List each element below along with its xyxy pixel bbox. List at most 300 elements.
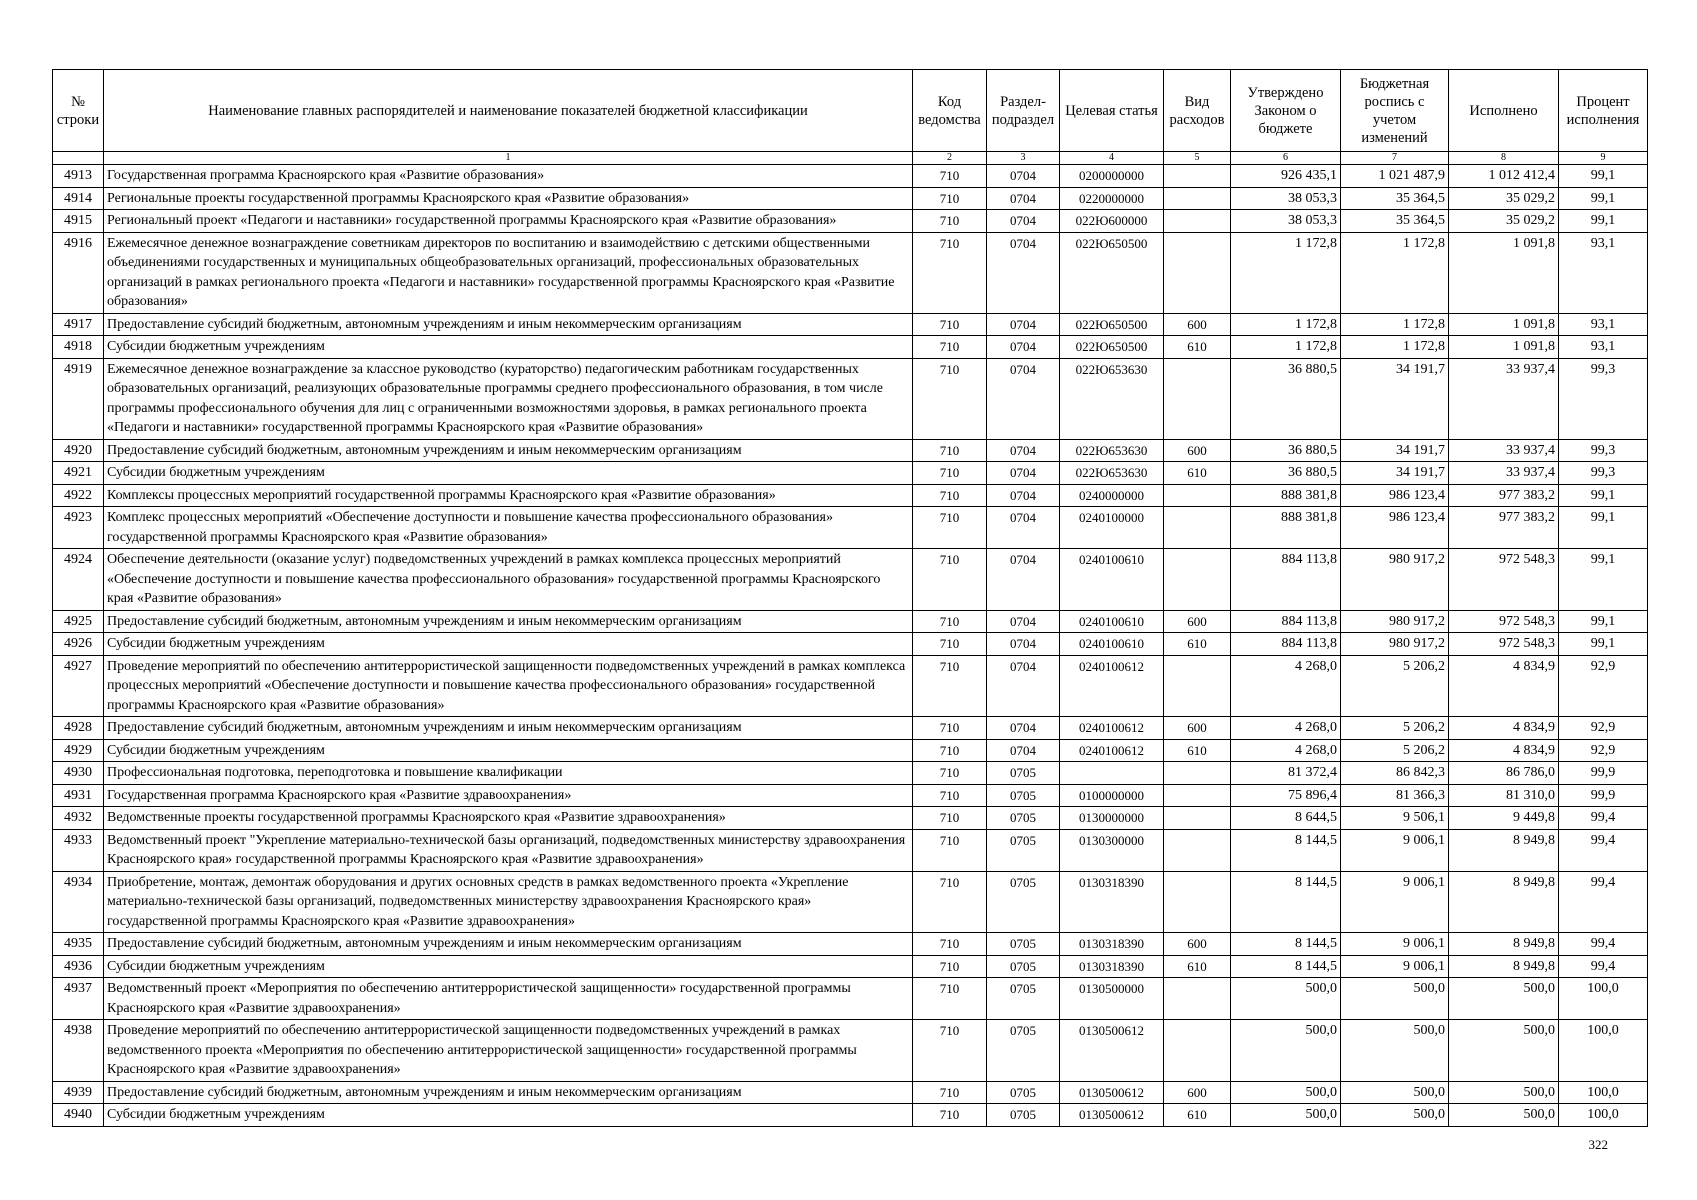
row-number: 4918 bbox=[53, 336, 104, 359]
row-section: 0704 bbox=[987, 358, 1060, 439]
row-executed: 4 834,9 bbox=[1449, 655, 1559, 717]
row-approved: 926 435,1 bbox=[1231, 165, 1341, 188]
row-target: 0130000000 bbox=[1060, 807, 1164, 830]
row-section: 0705 bbox=[987, 762, 1060, 785]
table-row bbox=[53, 610, 1648, 633]
row-approved: 884 113,8 bbox=[1231, 610, 1341, 633]
row-percent: 99,3 bbox=[1559, 439, 1648, 462]
row-expense-type bbox=[1164, 232, 1231, 313]
row-number: 4920 bbox=[53, 439, 104, 462]
row-expense-type bbox=[1164, 978, 1231, 1020]
table-row bbox=[53, 462, 1648, 485]
row-dept-code: 710 bbox=[913, 717, 987, 740]
row-section: 0704 bbox=[987, 462, 1060, 485]
row-target: 0130500612 bbox=[1060, 1104, 1164, 1127]
row-number: 4939 bbox=[53, 1081, 104, 1104]
row-percent: 92,9 bbox=[1559, 717, 1648, 740]
row-target: 0240100000 bbox=[1060, 507, 1164, 549]
row-dept-code: 710 bbox=[913, 807, 987, 830]
row-name: Предоставление субсидий бюджетным, автономным учреждениям и иным некоммерческим организациям bbox=[104, 313, 913, 336]
table-row bbox=[53, 955, 1648, 978]
row-percent: 99,1 bbox=[1559, 507, 1648, 549]
column-number: 5 bbox=[1164, 152, 1231, 165]
row-dept-code: 710 bbox=[913, 462, 987, 485]
row-budget-list: 986 123,4 bbox=[1341, 507, 1449, 549]
row-approved: 1 172,8 bbox=[1231, 232, 1341, 313]
column-number: 1 bbox=[104, 152, 913, 165]
row-name: Региональные проекты государственной программы Красноярского края «Развитие образования» bbox=[104, 187, 913, 210]
header-budget-list: Бюджетная роспись с учетом изменений bbox=[1341, 70, 1449, 152]
row-executed: 977 383,2 bbox=[1449, 484, 1559, 507]
row-budget-list: 500,0 bbox=[1341, 1104, 1449, 1127]
row-approved: 81 372,4 bbox=[1231, 762, 1341, 785]
row-name: Ведомственный проект «Мероприятия по обеспечению антитеррористической защищенности» государственной программы Красноярского края «Развитие здравоохранения» bbox=[104, 978, 913, 1020]
row-section: 0705 bbox=[987, 1081, 1060, 1104]
row-name: Проведение мероприятий по обеспечению антитеррористической защищенности подведомственных учреждений в рамках комплекса процессных мероприятий «Обеспечение доступности и повышение качества профессионального образования» государственной программы Красноярского края «Развитие образования» bbox=[104, 655, 913, 717]
row-target: 022Ю650500 bbox=[1060, 336, 1164, 359]
row-executed: 1 091,8 bbox=[1449, 336, 1559, 359]
row-name: Предоставление субсидий бюджетным, автономным учреждениям и иным некоммерческим организациям bbox=[104, 1081, 913, 1104]
row-dept-code: 710 bbox=[913, 829, 987, 871]
row-executed: 500,0 bbox=[1449, 1081, 1559, 1104]
row-approved: 38 053,3 bbox=[1231, 210, 1341, 233]
row-section: 0705 bbox=[987, 784, 1060, 807]
column-number: 6 bbox=[1231, 152, 1341, 165]
row-budget-list: 1 021 487,9 bbox=[1341, 165, 1449, 188]
table-row bbox=[53, 762, 1648, 785]
row-name: Ведомственные проекты государственной программы Красноярского края «Развитие здравоохранения» bbox=[104, 807, 913, 830]
row-name: Обеспечение деятельности (оказание услуг) подведомственных учреждений в рамках комплекса процессных мероприятий «Обеспечение доступности и повышение качества профессионального образования» государственной программы Красноярского края «Развитие образования» bbox=[104, 549, 913, 611]
table-row bbox=[53, 313, 1648, 336]
row-percent: 99,1 bbox=[1559, 210, 1648, 233]
row-target: 0130500612 bbox=[1060, 1081, 1164, 1104]
row-budget-list: 500,0 bbox=[1341, 978, 1449, 1020]
row-executed: 8 949,8 bbox=[1449, 933, 1559, 956]
row-target: 0200000000 bbox=[1060, 165, 1164, 188]
row-percent: 99,1 bbox=[1559, 187, 1648, 210]
row-section: 0704 bbox=[987, 187, 1060, 210]
row-budget-list: 5 206,2 bbox=[1341, 739, 1449, 762]
row-target: 022Ю653630 bbox=[1060, 462, 1164, 485]
page-number: 322 bbox=[1588, 1137, 1608, 1152]
table-row bbox=[53, 439, 1648, 462]
row-budget-list: 980 917,2 bbox=[1341, 549, 1449, 611]
row-section: 0704 bbox=[987, 484, 1060, 507]
row-target: 0240100610 bbox=[1060, 610, 1164, 633]
row-name: Предоставление субсидий бюджетным, автономным учреждениям и иным некоммерческим организациям bbox=[104, 933, 913, 956]
table-row bbox=[53, 633, 1648, 656]
row-section: 0705 bbox=[987, 978, 1060, 1020]
row-dept-code: 710 bbox=[913, 955, 987, 978]
row-percent: 99,4 bbox=[1559, 807, 1648, 830]
row-section: 0704 bbox=[987, 633, 1060, 656]
row-target: 0240100612 bbox=[1060, 739, 1164, 762]
table-row bbox=[53, 739, 1648, 762]
row-budget-list: 5 206,2 bbox=[1341, 717, 1449, 740]
row-approved: 8 144,5 bbox=[1231, 829, 1341, 871]
row-approved: 8 644,5 bbox=[1231, 807, 1341, 830]
row-executed: 972 548,3 bbox=[1449, 633, 1559, 656]
row-section: 0704 bbox=[987, 507, 1060, 549]
row-expense-type bbox=[1164, 829, 1231, 871]
row-dept-code: 710 bbox=[913, 439, 987, 462]
row-percent: 99,4 bbox=[1559, 955, 1648, 978]
row-percent: 92,9 bbox=[1559, 739, 1648, 762]
row-number: 4916 bbox=[53, 232, 104, 313]
row-number: 4929 bbox=[53, 739, 104, 762]
row-budget-list: 500,0 bbox=[1341, 1081, 1449, 1104]
column-number: 7 bbox=[1341, 152, 1449, 165]
row-target: 0240100610 bbox=[1060, 549, 1164, 611]
column-number: 4 bbox=[1060, 152, 1164, 165]
table-row bbox=[53, 655, 1648, 717]
row-expense-type: 600 bbox=[1164, 1081, 1231, 1104]
row-executed: 4 834,9 bbox=[1449, 717, 1559, 740]
row-name: Государственная программа Красноярского края «Развитие здравоохранения» bbox=[104, 784, 913, 807]
row-name: Региональный проект «Педагоги и наставники» государственной программы Красноярского края «Развитие образования» bbox=[104, 210, 913, 233]
row-dept-code: 710 bbox=[913, 187, 987, 210]
row-expense-type: 600 bbox=[1164, 717, 1231, 740]
row-expense-type: 600 bbox=[1164, 313, 1231, 336]
row-percent: 92,9 bbox=[1559, 655, 1648, 717]
row-percent: 99,1 bbox=[1559, 484, 1648, 507]
row-budget-list: 34 191,7 bbox=[1341, 462, 1449, 485]
row-name: Субсидии бюджетным учреждениям bbox=[104, 955, 913, 978]
row-number: 4928 bbox=[53, 717, 104, 740]
row-number: 4924 bbox=[53, 549, 104, 611]
row-expense-type: 600 bbox=[1164, 610, 1231, 633]
header-expense-type: Вид расходов bbox=[1164, 70, 1231, 152]
row-section: 0704 bbox=[987, 232, 1060, 313]
row-percent: 99,9 bbox=[1559, 762, 1648, 785]
row-percent: 93,1 bbox=[1559, 313, 1648, 336]
row-expense-type bbox=[1164, 871, 1231, 933]
row-executed: 1 091,8 bbox=[1449, 232, 1559, 313]
row-executed: 81 310,0 bbox=[1449, 784, 1559, 807]
row-budget-list: 86 842,3 bbox=[1341, 762, 1449, 785]
row-approved: 4 268,0 bbox=[1231, 739, 1341, 762]
column-number bbox=[53, 152, 104, 165]
row-approved: 888 381,8 bbox=[1231, 507, 1341, 549]
row-name: Субсидии бюджетным учреждениям bbox=[104, 739, 913, 762]
row-executed: 8 949,8 bbox=[1449, 829, 1559, 871]
row-number: 4932 bbox=[53, 807, 104, 830]
row-approved: 36 880,5 bbox=[1231, 358, 1341, 439]
row-expense-type: 610 bbox=[1164, 739, 1231, 762]
row-executed: 977 383,2 bbox=[1449, 507, 1559, 549]
row-section: 0704 bbox=[987, 439, 1060, 462]
row-budget-list: 35 364,5 bbox=[1341, 187, 1449, 210]
row-dept-code: 710 bbox=[913, 871, 987, 933]
row-expense-type bbox=[1164, 358, 1231, 439]
row-percent: 99,1 bbox=[1559, 165, 1648, 188]
row-number: 4919 bbox=[53, 358, 104, 439]
row-expense-type bbox=[1164, 655, 1231, 717]
column-number-row bbox=[53, 152, 1648, 165]
row-approved: 884 113,8 bbox=[1231, 633, 1341, 656]
row-expense-type bbox=[1164, 1020, 1231, 1082]
row-expense-type: 610 bbox=[1164, 1104, 1231, 1127]
row-percent: 99,3 bbox=[1559, 358, 1648, 439]
header-percent: Процент исполнения bbox=[1559, 70, 1648, 152]
row-approved: 4 268,0 bbox=[1231, 655, 1341, 717]
row-section: 0704 bbox=[987, 655, 1060, 717]
row-target: 0130318390 bbox=[1060, 955, 1164, 978]
row-budget-list: 34 191,7 bbox=[1341, 439, 1449, 462]
row-approved: 500,0 bbox=[1231, 1081, 1341, 1104]
row-expense-type bbox=[1164, 762, 1231, 785]
column-number: 3 bbox=[987, 152, 1060, 165]
row-target: 022Ю653630 bbox=[1060, 439, 1164, 462]
row-name: Государственная программа Красноярского края «Развитие образования» bbox=[104, 165, 913, 188]
row-budget-list: 1 172,8 bbox=[1341, 313, 1449, 336]
row-target: 0130318390 bbox=[1060, 871, 1164, 933]
table-row bbox=[53, 484, 1648, 507]
row-expense-type: 610 bbox=[1164, 955, 1231, 978]
header-dept-code: Код ведомства bbox=[913, 70, 987, 152]
row-expense-type: 610 bbox=[1164, 633, 1231, 656]
row-approved: 75 896,4 bbox=[1231, 784, 1341, 807]
row-dept-code: 710 bbox=[913, 1104, 987, 1127]
row-expense-type: 600 bbox=[1164, 439, 1231, 462]
row-budget-list: 9 006,1 bbox=[1341, 933, 1449, 956]
row-section: 0704 bbox=[987, 336, 1060, 359]
row-dept-code: 710 bbox=[913, 762, 987, 785]
row-name: Ежемесячное денежное вознаграждение за классное руководство (кураторство) педагогическим работникам государственных образовательных организаций, реализующих образовательные программы среднего профессионального образования, в том числе программы профессионального обучения для лиц с ограниченными возможностями здоровья, в рамках регионального проекта «Педагоги и наставники» государственной программы Красноярского края «Развитие образования» bbox=[104, 358, 913, 439]
row-expense-type bbox=[1164, 807, 1231, 830]
row-section: 0704 bbox=[987, 549, 1060, 611]
row-percent: 100,0 bbox=[1559, 1081, 1648, 1104]
row-percent: 99,4 bbox=[1559, 933, 1648, 956]
row-budget-list: 5 206,2 bbox=[1341, 655, 1449, 717]
row-approved: 36 880,5 bbox=[1231, 462, 1341, 485]
row-dept-code: 710 bbox=[913, 933, 987, 956]
table-row bbox=[53, 1104, 1648, 1127]
row-target: 0240100612 bbox=[1060, 717, 1164, 740]
row-dept-code: 710 bbox=[913, 358, 987, 439]
header-target: Целевая статья bbox=[1060, 70, 1164, 152]
row-percent: 93,1 bbox=[1559, 336, 1648, 359]
table-row bbox=[53, 165, 1648, 188]
row-dept-code: 710 bbox=[913, 165, 987, 188]
row-number: 4913 bbox=[53, 165, 104, 188]
row-executed: 35 029,2 bbox=[1449, 210, 1559, 233]
row-approved: 884 113,8 bbox=[1231, 549, 1341, 611]
table-row bbox=[53, 507, 1648, 549]
row-approved: 1 172,8 bbox=[1231, 336, 1341, 359]
row-percent: 99,1 bbox=[1559, 633, 1648, 656]
row-target: 0130318390 bbox=[1060, 933, 1164, 956]
row-section: 0705 bbox=[987, 1104, 1060, 1127]
row-name: Предоставление субсидий бюджетным, автономным учреждениям и иным некоммерческим организациям bbox=[104, 610, 913, 633]
row-name: Приобретение, монтаж, демонтаж оборудования и других основных средств в рамках ведомственного проекта «Укрепление материально-технической базы организаций, подведомственных министерству здравоохранения Красноярского края» государственной программы Красноярского края «Развитие здравоохранения» bbox=[104, 871, 913, 933]
row-dept-code: 710 bbox=[913, 784, 987, 807]
table-row bbox=[53, 232, 1648, 313]
row-approved: 888 381,8 bbox=[1231, 484, 1341, 507]
row-name: Субсидии бюджетным учреждениям bbox=[104, 1104, 913, 1127]
row-executed: 8 949,8 bbox=[1449, 871, 1559, 933]
row-executed: 33 937,4 bbox=[1449, 358, 1559, 439]
table-row bbox=[53, 210, 1648, 233]
row-budget-list: 9 006,1 bbox=[1341, 955, 1449, 978]
row-target: 0220000000 bbox=[1060, 187, 1164, 210]
row-executed: 972 548,3 bbox=[1449, 549, 1559, 611]
row-executed: 500,0 bbox=[1449, 978, 1559, 1020]
row-percent: 99,9 bbox=[1559, 784, 1648, 807]
row-target: 022Ю650500 bbox=[1060, 313, 1164, 336]
row-approved: 8 144,5 bbox=[1231, 871, 1341, 933]
row-percent: 100,0 bbox=[1559, 1104, 1648, 1127]
row-executed: 1 012 412,4 bbox=[1449, 165, 1559, 188]
row-target: 022Ю653630 bbox=[1060, 358, 1164, 439]
row-executed: 33 937,4 bbox=[1449, 439, 1559, 462]
row-expense-type bbox=[1164, 210, 1231, 233]
row-executed: 35 029,2 bbox=[1449, 187, 1559, 210]
row-section: 0705 bbox=[987, 807, 1060, 830]
table-row bbox=[53, 829, 1648, 871]
row-number: 4934 bbox=[53, 871, 104, 933]
row-percent: 99,1 bbox=[1559, 610, 1648, 633]
row-section: 0705 bbox=[987, 955, 1060, 978]
row-executed: 500,0 bbox=[1449, 1104, 1559, 1127]
table-row bbox=[53, 978, 1648, 1020]
row-number: 4926 bbox=[53, 633, 104, 656]
row-name: Предоставление субсидий бюджетным, автономным учреждениям и иным некоммерческим организациям bbox=[104, 717, 913, 740]
row-dept-code: 710 bbox=[913, 1020, 987, 1082]
row-name: Субсидии бюджетным учреждениям bbox=[104, 336, 913, 359]
row-dept-code: 710 bbox=[913, 1081, 987, 1104]
row-dept-code: 710 bbox=[913, 484, 987, 507]
table-row bbox=[53, 807, 1648, 830]
row-section: 0705 bbox=[987, 933, 1060, 956]
row-expense-type bbox=[1164, 549, 1231, 611]
row-target: 0240100612 bbox=[1060, 655, 1164, 717]
row-percent: 100,0 bbox=[1559, 1020, 1648, 1082]
row-percent: 99,3 bbox=[1559, 462, 1648, 485]
row-expense-type: 610 bbox=[1164, 462, 1231, 485]
row-dept-code: 710 bbox=[913, 549, 987, 611]
row-approved: 38 053,3 bbox=[1231, 187, 1341, 210]
row-approved: 8 144,5 bbox=[1231, 933, 1341, 956]
column-number: 2 bbox=[913, 152, 987, 165]
table-row bbox=[53, 187, 1648, 210]
row-executed: 33 937,4 bbox=[1449, 462, 1559, 485]
row-percent: 93,1 bbox=[1559, 232, 1648, 313]
header-row-no: № строки bbox=[53, 70, 104, 152]
row-dept-code: 710 bbox=[913, 633, 987, 656]
row-expense-type bbox=[1164, 165, 1231, 188]
row-budget-list: 9 006,1 bbox=[1341, 871, 1449, 933]
row-name: Профессиональная подготовка, переподготовка и повышение квалификации bbox=[104, 762, 913, 785]
row-dept-code: 710 bbox=[913, 336, 987, 359]
row-section: 0705 bbox=[987, 1020, 1060, 1082]
row-name: Проведение мероприятий по обеспечению антитеррористической защищенности подведомственных учреждений в рамках ведомственного проекта «Мероприятия по обеспечению антитеррористической защищенности» государственной программы Красноярского края «Развитие здравоохранения» bbox=[104, 1020, 913, 1082]
row-expense-type bbox=[1164, 484, 1231, 507]
row-budget-list: 500,0 bbox=[1341, 1020, 1449, 1082]
row-target: 022Ю650500 bbox=[1060, 232, 1164, 313]
row-target: 0130500000 bbox=[1060, 978, 1164, 1020]
table-row bbox=[53, 933, 1648, 956]
column-number: 9 bbox=[1559, 152, 1648, 165]
table-row bbox=[53, 717, 1648, 740]
row-budget-list: 1 172,8 bbox=[1341, 232, 1449, 313]
row-name: Ведомственный проект "Укрепление материально-технической базы организаций, подведомственных министерству здравоохранения Красноярского края» государственной программы Красноярского края «Развитие здравоохранения» bbox=[104, 829, 913, 871]
row-section: 0704 bbox=[987, 610, 1060, 633]
row-name: Субсидии бюджетным учреждениям bbox=[104, 633, 913, 656]
table-row bbox=[53, 358, 1648, 439]
row-budget-list: 980 917,2 bbox=[1341, 633, 1449, 656]
row-name: Комплекс процессных мероприятий «Обеспечение доступности и повышение качества профессионального образования» государственной программы Красноярского края «Развитие образования» bbox=[104, 507, 913, 549]
row-percent: 99,4 bbox=[1559, 871, 1648, 933]
row-budget-list: 9 006,1 bbox=[1341, 829, 1449, 871]
header-row bbox=[53, 70, 1648, 152]
row-expense-type bbox=[1164, 507, 1231, 549]
header-executed: Исполнено bbox=[1449, 70, 1559, 152]
row-number: 4921 bbox=[53, 462, 104, 485]
row-budget-list: 1 172,8 bbox=[1341, 336, 1449, 359]
table-row bbox=[53, 1020, 1648, 1082]
budget-table bbox=[52, 69, 1648, 1127]
row-number: 4931 bbox=[53, 784, 104, 807]
table-row bbox=[53, 1081, 1648, 1104]
row-budget-list: 35 364,5 bbox=[1341, 210, 1449, 233]
row-target: 0130500612 bbox=[1060, 1020, 1164, 1082]
row-dept-code: 710 bbox=[913, 655, 987, 717]
row-executed: 972 548,3 bbox=[1449, 610, 1559, 633]
row-number: 4930 bbox=[53, 762, 104, 785]
row-expense-type bbox=[1164, 187, 1231, 210]
row-budget-list: 986 123,4 bbox=[1341, 484, 1449, 507]
row-executed: 4 834,9 bbox=[1449, 739, 1559, 762]
row-dept-code: 710 bbox=[913, 610, 987, 633]
table-header bbox=[53, 70, 1648, 165]
row-budget-list: 81 366,3 bbox=[1341, 784, 1449, 807]
row-number: 4914 bbox=[53, 187, 104, 210]
row-target: 0240000000 bbox=[1060, 484, 1164, 507]
row-number: 4915 bbox=[53, 210, 104, 233]
header-approved: Утверждено Законом о бюджете bbox=[1231, 70, 1341, 152]
table-row bbox=[53, 871, 1648, 933]
row-number: 4925 bbox=[53, 610, 104, 633]
table-body bbox=[53, 165, 1648, 1127]
row-budget-list: 980 917,2 bbox=[1341, 610, 1449, 633]
row-section: 0705 bbox=[987, 829, 1060, 871]
row-approved: 500,0 bbox=[1231, 1020, 1341, 1082]
row-percent: 99,1 bbox=[1559, 549, 1648, 611]
row-number: 4938 bbox=[53, 1020, 104, 1082]
table-row bbox=[53, 336, 1648, 359]
row-section: 0704 bbox=[987, 717, 1060, 740]
row-approved: 1 172,8 bbox=[1231, 313, 1341, 336]
row-expense-type bbox=[1164, 784, 1231, 807]
column-number: 8 bbox=[1449, 152, 1559, 165]
row-dept-code: 710 bbox=[913, 210, 987, 233]
row-approved: 8 144,5 bbox=[1231, 955, 1341, 978]
row-dept-code: 710 bbox=[913, 232, 987, 313]
row-executed: 8 949,8 bbox=[1449, 955, 1559, 978]
row-number: 4922 bbox=[53, 484, 104, 507]
table-row bbox=[53, 784, 1648, 807]
row-target: 0130300000 bbox=[1060, 829, 1164, 871]
row-number: 4917 bbox=[53, 313, 104, 336]
header-section: Раздел-подраздел bbox=[987, 70, 1060, 152]
row-approved: 4 268,0 bbox=[1231, 717, 1341, 740]
row-percent: 100,0 bbox=[1559, 978, 1648, 1020]
row-section: 0704 bbox=[987, 313, 1060, 336]
row-target bbox=[1060, 762, 1164, 785]
row-number: 4940 bbox=[53, 1104, 104, 1127]
row-name: Предоставление субсидий бюджетным, автономным учреждениям и иным некоммерческим организациям bbox=[104, 439, 913, 462]
